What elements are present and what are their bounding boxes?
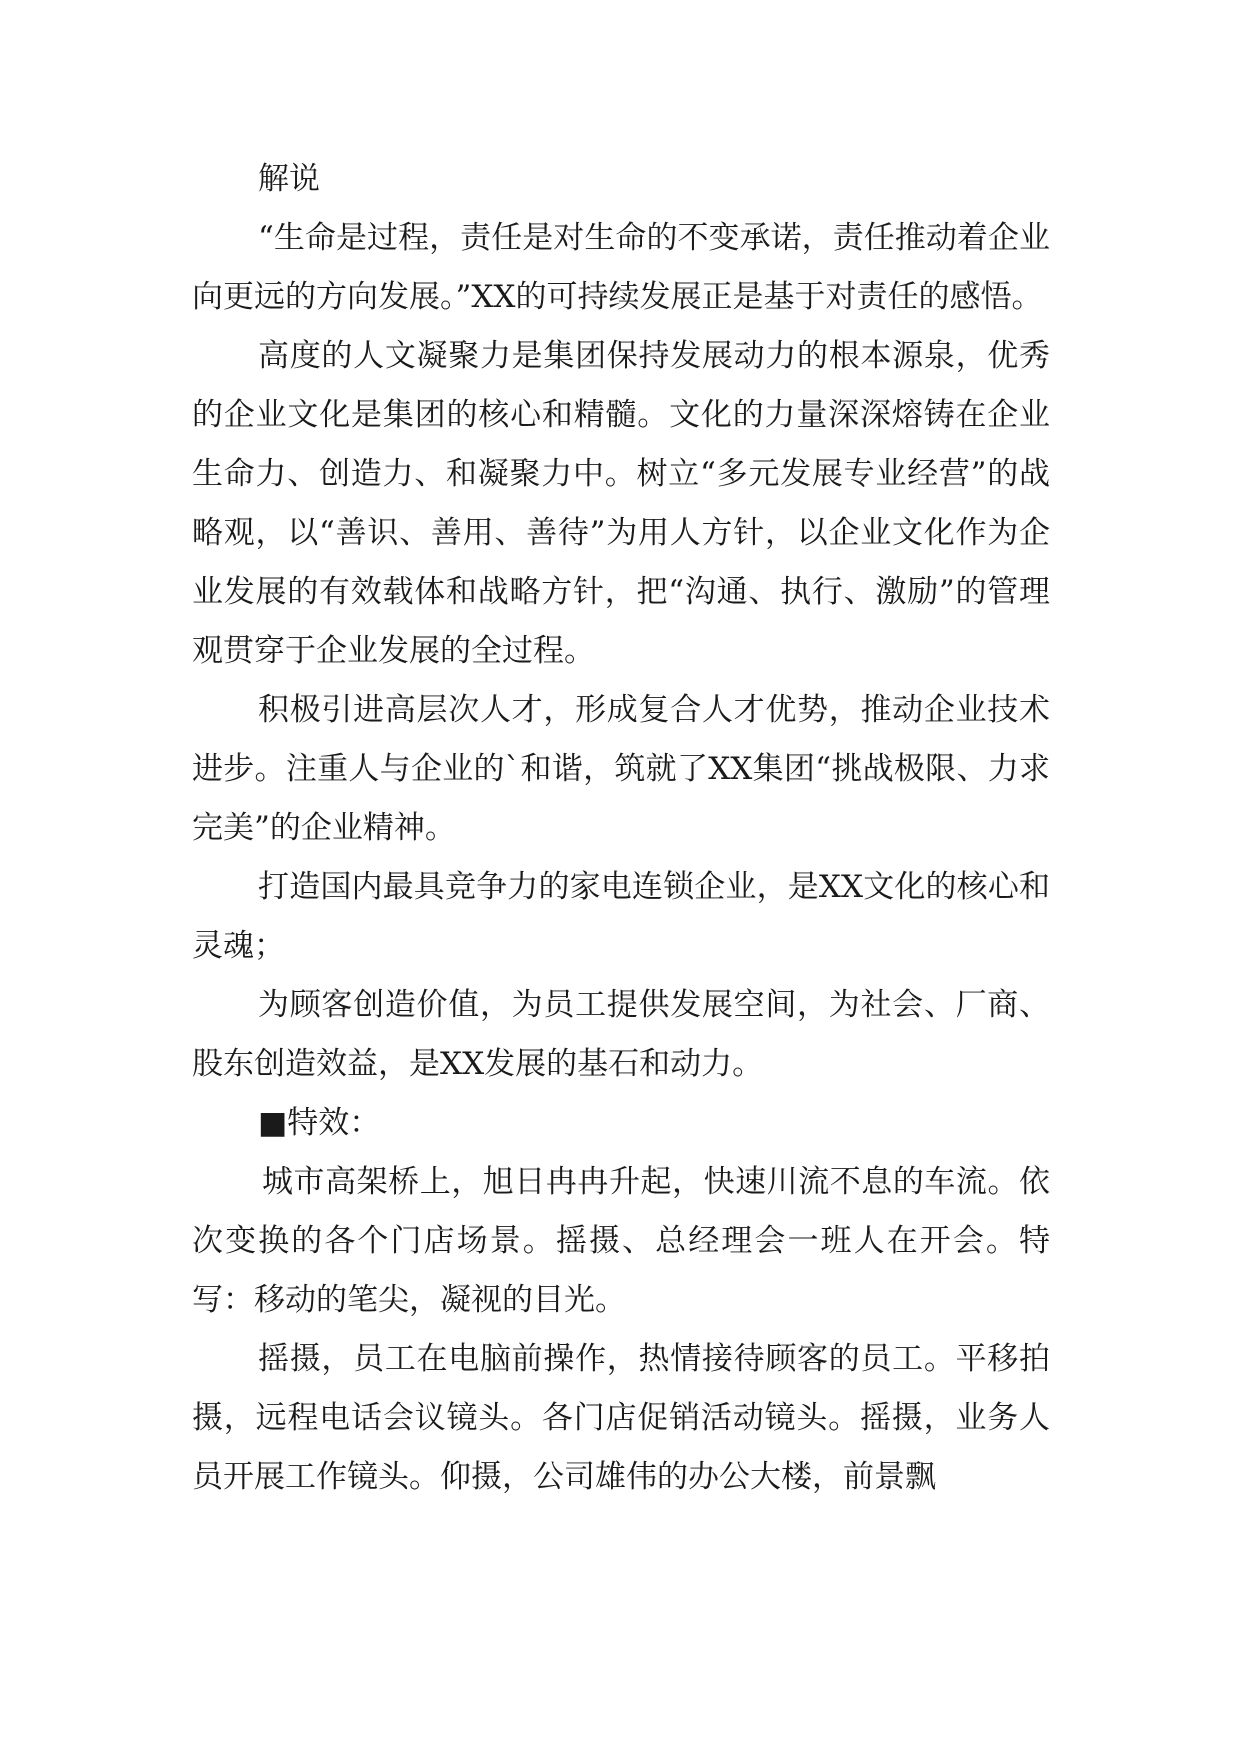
document-body: [192, 150, 1050, 1507]
paragraph-talent: 积极引进高层次人才，形成复合人才优势，推动企业技术进步。注重人与企业的`和谐，筑就了XX集团“挑战极限、力求完美”的企业精神。: [192, 692, 1050, 846]
section-heading-narration: 解说: [258, 161, 320, 197]
paragraph-staff-scenes: 摇摄，员工在电脑前操作，热情接待顾客的员工。平移拍摄，远程电话会议镜头。各门店促销活动镜头。摇摄，业务人员开展工作镜头。仰摄，公司雄伟的办公大楼，前景飘: [192, 1341, 1050, 1495]
paragraph-city-scenes: 城市高架桥上，旭日冉冉升起，快速川流不息的车流。依次变换的各个门店场景。摇摄、总经理会一班人在开会。特写：移动的笔尖，凝视的目光。: [192, 1164, 1050, 1318]
paragraph-quote-responsibility: “生命是过程，责任是对生命的不变承诺，责任推动着企业向更远的方向发展。”XX的可持续发展正是基于对责任的感悟。: [192, 220, 1050, 315]
paragraph-corporate-culture: 高度的人文凝聚力是集团保持发展动力的根本源泉，优秀的企业文化是集团的核心和精髓。文化的力量深深熔铸在企业生命力、创造力、和凝聚力中。树立“多元发展专业经营”的战略观，以“善识、善用、善待”为用人方针，以企业文化作为企业发展的有效载体和战略方针，把“沟通、执行、激励”的管理观贯穿于企业发展的全过程。: [192, 338, 1050, 669]
paragraph-value-creation: 为顾客创造价值，为员工提供发展空间，为社会、厂商、股东创造效益，是XX发展的基石和动力。: [192, 987, 1050, 1082]
paragraph-core-soul: 打造国内最具竞争力的家电连锁企业，是XX文化的核心和灵魂；: [192, 869, 1050, 964]
section-heading-effects: ■特效：: [258, 1105, 381, 1141]
